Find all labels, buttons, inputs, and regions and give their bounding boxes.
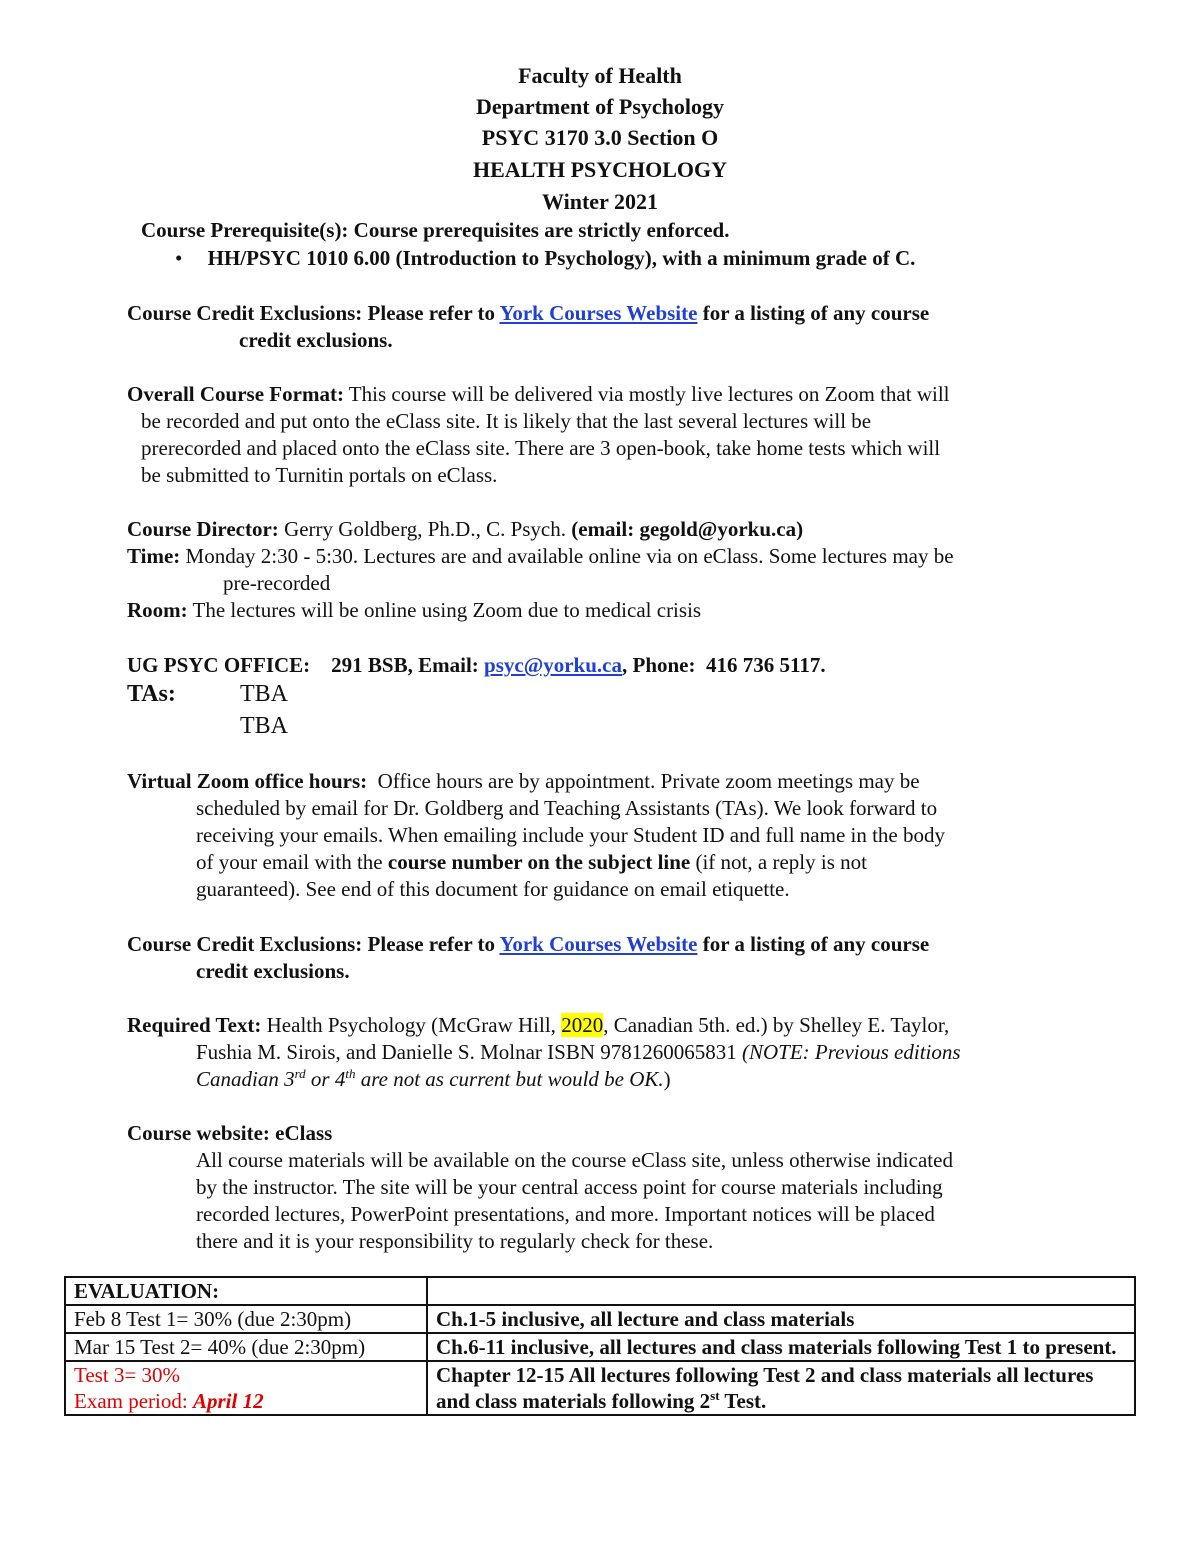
website-line2: by the instructor. The site will be your central access point for course materials including (196, 1175, 943, 1199)
course-director: Course Director: Gerry Goldberg, Ph.D., C. Psych. (email: gegold@yorku.ca) (127, 517, 804, 541)
hours-line2: scheduled by email for Dr. Goldberg and Teaching Assistants (TAs). We look forward to (196, 796, 938, 820)
test2-cell: Mar 15 Test 2= 40% (due 2:30pm) (65, 1333, 427, 1361)
test2-desc: Ch.6-11 inclusive, all lectures and class materials following Test 1 to present. (427, 1333, 1135, 1361)
prereq-heading: Course Prerequisite(s): Course prerequisites are strictly enforced. (141, 218, 730, 242)
evaluation-table (64, 1276, 1136, 1416)
time-line: Time: Monday 2:30 - 5:30. Lectures are and available online via on eClass. Some lectures may be (127, 544, 954, 568)
faculty-title: Faculty of Health (518, 63, 682, 88)
exclusions-line2-repeat: credit exclusions. (196, 959, 350, 983)
exam-date: April 12 (192, 1389, 264, 1413)
room-line: Room: The lectures will be online using Zoom due to medical crisis (127, 598, 702, 622)
hours-line5: guaranteed). See end of this document for guidance on email etiquette. (196, 877, 790, 901)
format-line3: prerecorded and placed onto the eClass site. There are 3 open-book, take home tests which will (141, 436, 941, 460)
tas-label: TAs: (127, 681, 176, 707)
course-code: PSYC 3170 3.0 Section O (481, 125, 719, 150)
required-text-line3: Canadian 3rd or 4th are not as current but would be OK.) (196, 1066, 671, 1091)
table-row (65, 1305, 1135, 1333)
course-title: HEALTH PSYCHOLOGY (472, 157, 728, 182)
format-line4: be submitted to Turnitin portals on eClass. (141, 463, 498, 487)
york-courses-link[interactable]: York Courses Website (499, 301, 698, 325)
website-line4: there and it is your responsibility to regularly check for these. (196, 1229, 714, 1253)
highlighted-year: 2020 (561, 1013, 604, 1037)
test3-desc: Chapter 12-15 All lectures following Test 2 and class materials all lectures and class materials following 2st Test. (427, 1361, 1135, 1415)
term: Winter 2021 (542, 189, 658, 214)
department-title: Department of Psychology (475, 94, 725, 119)
required-text-line1: Required Text: Health Psychology (McGraw Hill, 2020, Canadian 5th. ed.) by Shelley E. Taylor, (127, 1013, 950, 1037)
psyc-email-link[interactable]: psyc@yorku.ca (484, 653, 622, 677)
ta-2: TBA (240, 713, 288, 739)
time-line2: pre-recorded (223, 571, 331, 595)
required-text-line2: Fushia M. Sirois, and Danielle S. Molnar ISBN 9781260065831 (NOTE: Previous editions (196, 1040, 961, 1064)
prereq-bullet: • HH/PSYC 1010 6.00 (Introduction to Psychology), with a minimum grade of C. (175, 246, 916, 270)
website-line1: All course materials will be available on the course eClass site, unless otherwise indicated (196, 1148, 953, 1172)
exclusions-line-repeat: Course Credit Exclusions: Please refer to York Courses Website for a listing of any course (127, 932, 930, 956)
bullet-icon: • (175, 246, 183, 270)
test3-cell: Test 3= 30% Exam period: April 12 (65, 1361, 427, 1415)
exclusions-line2: credit exclusions. (239, 328, 393, 352)
york-courses-link-2[interactable]: York Courses Website (499, 932, 698, 956)
table-cell-empty (427, 1277, 1135, 1305)
table-row (65, 1333, 1135, 1361)
director-email: (email: gegold@yorku.ca) (571, 517, 804, 541)
exclusions-line: Course Credit Exclusions: Please refer to York Courses Website for a listing of any course (127, 301, 930, 325)
test1-desc: Ch.1-5 inclusive, all lecture and class materials (427, 1305, 1135, 1333)
office-line: UG PSYC OFFICE: 291 BSB, Email: psyc@yorku.ca, Phone: 416 736 5117. (127, 653, 826, 677)
table-row (65, 1277, 1135, 1305)
hours-line4: of your email with the course number on the subject line (if not, a reply is not (196, 850, 867, 874)
evaluation-header: EVALUATION: (65, 1277, 427, 1305)
table-row (65, 1361, 1135, 1415)
website-heading: Course website: eClass (127, 1121, 333, 1145)
website-line3: recorded lectures, PowerPoint presentations, and more. Important notices will be placed (196, 1202, 935, 1226)
format-line1: Overall Course Format: This course will be delivered via mostly live lectures on Zoom that will (127, 382, 950, 406)
test1-cell: Feb 8 Test 1= 30% (due 2:30pm) (65, 1305, 427, 1333)
hours-line3: receiving your emails. When emailing include your Student ID and full name in the body (196, 823, 946, 847)
hours-line1: Virtual Zoom office hours: Office hours are by appointment. Private zoom meetings may be (127, 769, 920, 793)
ta-1: TBA (240, 681, 288, 707)
format-line2: be recorded and put onto the eClass site. It is likely that the last several lectures will be (141, 409, 872, 433)
